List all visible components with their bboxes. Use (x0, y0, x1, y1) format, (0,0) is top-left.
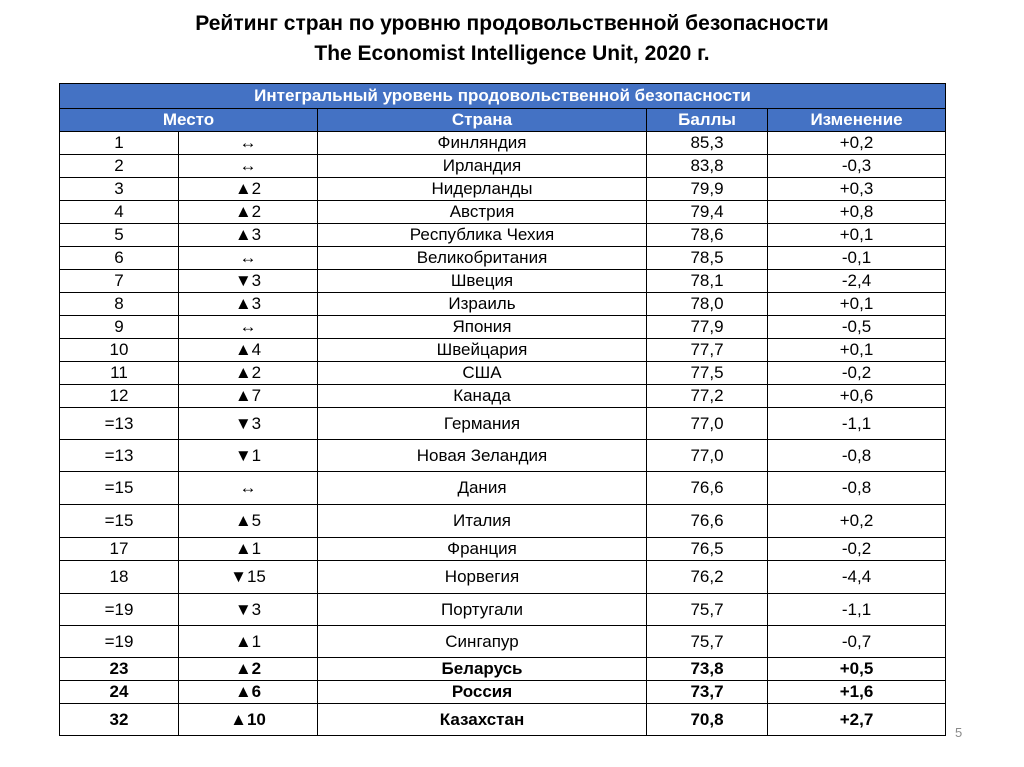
score-cell: 75,7 (647, 594, 768, 626)
place-cell: 23 (60, 658, 179, 681)
country-cell: Финляндия (318, 132, 647, 155)
place-cell: 11 (60, 362, 179, 385)
place-cell: 12 (60, 385, 179, 408)
country-cell: Сингапур (318, 626, 647, 658)
table-row (60, 247, 946, 270)
rank-change-cell: ▲7 (179, 385, 318, 408)
change-cell: +0,8 (768, 201, 946, 224)
country-cell: Норвегия (318, 561, 647, 594)
change-cell: +2,7 (768, 704, 946, 736)
page-number: 5 (955, 725, 963, 740)
rank-change-cell: ▲2 (179, 201, 318, 224)
col-header-place: Место (60, 109, 318, 132)
rank-change-cell: ▼3 (179, 408, 318, 440)
score-cell: 77,5 (647, 362, 768, 385)
table-row (60, 155, 946, 178)
change-cell: -1,1 (768, 594, 946, 626)
country-cell: Великобритания (318, 247, 647, 270)
score-cell: 79,4 (647, 201, 768, 224)
rank-change-cell: ▲4 (179, 339, 318, 362)
score-cell: 76,6 (647, 505, 768, 538)
change-cell: -4,4 (768, 561, 946, 594)
table-row (60, 408, 946, 440)
rank-change-cell: ▲1 (179, 626, 318, 658)
group-header-row (60, 84, 946, 109)
place-cell: =19 (60, 626, 179, 658)
table-row (60, 472, 946, 505)
rank-change-cell: ▼15 (179, 561, 318, 594)
table-row (60, 270, 946, 293)
table-row (60, 385, 946, 408)
column-header-row (60, 109, 946, 132)
place-cell: 6 (60, 247, 179, 270)
country-cell: США (318, 362, 647, 385)
rank-change-cell: ▲3 (179, 293, 318, 316)
change-cell: +0,1 (768, 293, 946, 316)
score-cell: 76,6 (647, 472, 768, 505)
country-cell: Италия (318, 505, 647, 538)
table-row (60, 704, 946, 736)
place-cell: =19 (60, 594, 179, 626)
title-line-2: The Economist Intelligence Unit, 2020 г. (314, 42, 710, 65)
rank-change-cell: ▼1 (179, 440, 318, 472)
rank-change-cell: ▲3 (179, 224, 318, 247)
country-cell: Португали (318, 594, 647, 626)
country-cell: Нидерланды (318, 178, 647, 201)
col-header-country: Страна (318, 109, 647, 132)
change-cell: -0,8 (768, 472, 946, 505)
slide-title (0, 9, 1024, 69)
rank-change-cell: ▲5 (179, 505, 318, 538)
change-cell: +0,5 (768, 658, 946, 681)
rank-change-cell: ▼3 (179, 270, 318, 293)
change-cell: -1,1 (768, 408, 946, 440)
table-row (60, 505, 946, 538)
score-cell: 70,8 (647, 704, 768, 736)
rank-change-cell: ↔ (179, 155, 318, 178)
change-cell: -0,3 (768, 155, 946, 178)
change-cell: +0,2 (768, 505, 946, 538)
place-cell: 18 (60, 561, 179, 594)
place-cell: =13 (60, 408, 179, 440)
country-cell: Канада (318, 385, 647, 408)
rank-change-cell: ▲6 (179, 681, 318, 704)
title-line-1: Рейтинг стран по уровню продовольственной безопасности (195, 12, 829, 35)
table-row (60, 362, 946, 385)
score-cell: 78,5 (647, 247, 768, 270)
score-cell: 73,8 (647, 658, 768, 681)
col-header-change: Изменение (768, 109, 946, 132)
table-row (60, 132, 946, 155)
score-cell: 78,6 (647, 224, 768, 247)
country-cell: Россия (318, 681, 647, 704)
place-cell: 9 (60, 316, 179, 339)
place-cell: 24 (60, 681, 179, 704)
rank-change-cell: ▲2 (179, 362, 318, 385)
table-row (60, 440, 946, 472)
place-cell: 2 (60, 155, 179, 178)
table-row (60, 681, 946, 704)
table-row (60, 201, 946, 224)
rank-change-cell: ▲2 (179, 658, 318, 681)
place-cell: 8 (60, 293, 179, 316)
change-cell: -0,2 (768, 362, 946, 385)
change-cell: +0,1 (768, 339, 946, 362)
place-cell: 5 (60, 224, 179, 247)
place-cell: 3 (60, 178, 179, 201)
rank-change-cell: ▼3 (179, 594, 318, 626)
place-cell: =13 (60, 440, 179, 472)
table-row (60, 339, 946, 362)
food-security-table (59, 83, 946, 736)
score-cell: 77,0 (647, 440, 768, 472)
table-body (60, 132, 946, 736)
rank-change-cell: ▲1 (179, 538, 318, 561)
score-cell: 75,7 (647, 626, 768, 658)
table-row (60, 178, 946, 201)
score-cell: 77,2 (647, 385, 768, 408)
rank-change-cell: ▲10 (179, 704, 318, 736)
score-cell: 79,9 (647, 178, 768, 201)
place-cell: 17 (60, 538, 179, 561)
country-cell: Беларусь (318, 658, 647, 681)
country-cell: Ирландия (318, 155, 647, 178)
change-cell: +0,1 (768, 224, 946, 247)
country-cell: Новая Зеландия (318, 440, 647, 472)
change-cell: -2,4 (768, 270, 946, 293)
place-cell: 4 (60, 201, 179, 224)
change-cell: -0,5 (768, 316, 946, 339)
table-row (60, 626, 946, 658)
change-cell: -0,7 (768, 626, 946, 658)
score-cell: 78,1 (647, 270, 768, 293)
change-cell: +0,3 (768, 178, 946, 201)
place-cell: 1 (60, 132, 179, 155)
change-cell: -0,2 (768, 538, 946, 561)
country-cell: Казахстан (318, 704, 647, 736)
score-cell: 78,0 (647, 293, 768, 316)
place-cell: 10 (60, 339, 179, 362)
table-row (60, 316, 946, 339)
country-cell: Германия (318, 408, 647, 440)
col-header-score: Баллы (647, 109, 768, 132)
table-row (60, 561, 946, 594)
score-cell: 77,9 (647, 316, 768, 339)
place-cell: 32 (60, 704, 179, 736)
place-cell: =15 (60, 472, 179, 505)
place-cell: =15 (60, 505, 179, 538)
country-cell: Швейцария (318, 339, 647, 362)
country-cell: Австрия (318, 201, 647, 224)
rank-change-cell: ↔ (179, 132, 318, 155)
group-header: Интегральный уровень продовольственной безопасности (60, 84, 946, 109)
rank-change-cell: ↔ (179, 247, 318, 270)
table-row (60, 538, 946, 561)
country-cell: Швеция (318, 270, 647, 293)
place-cell: 7 (60, 270, 179, 293)
score-cell: 85,3 (647, 132, 768, 155)
rank-change-cell: ↔ (179, 316, 318, 339)
table-row (60, 594, 946, 626)
score-cell: 77,0 (647, 408, 768, 440)
change-cell: -0,1 (768, 247, 946, 270)
country-cell: Израиль (318, 293, 647, 316)
change-cell: +1,6 (768, 681, 946, 704)
score-cell: 73,7 (647, 681, 768, 704)
score-cell: 76,5 (647, 538, 768, 561)
score-cell: 83,8 (647, 155, 768, 178)
change-cell: +0,2 (768, 132, 946, 155)
rank-change-cell: ▲2 (179, 178, 318, 201)
change-cell: -0,8 (768, 440, 946, 472)
score-cell: 76,2 (647, 561, 768, 594)
country-cell: Япония (318, 316, 647, 339)
country-cell: Дания (318, 472, 647, 505)
rank-change-cell: ↔ (179, 472, 318, 505)
table-row (60, 224, 946, 247)
change-cell: +0,6 (768, 385, 946, 408)
country-cell: Франция (318, 538, 647, 561)
country-cell: Республика Чехия (318, 224, 647, 247)
score-cell: 77,7 (647, 339, 768, 362)
table-row (60, 293, 946, 316)
table-row (60, 658, 946, 681)
